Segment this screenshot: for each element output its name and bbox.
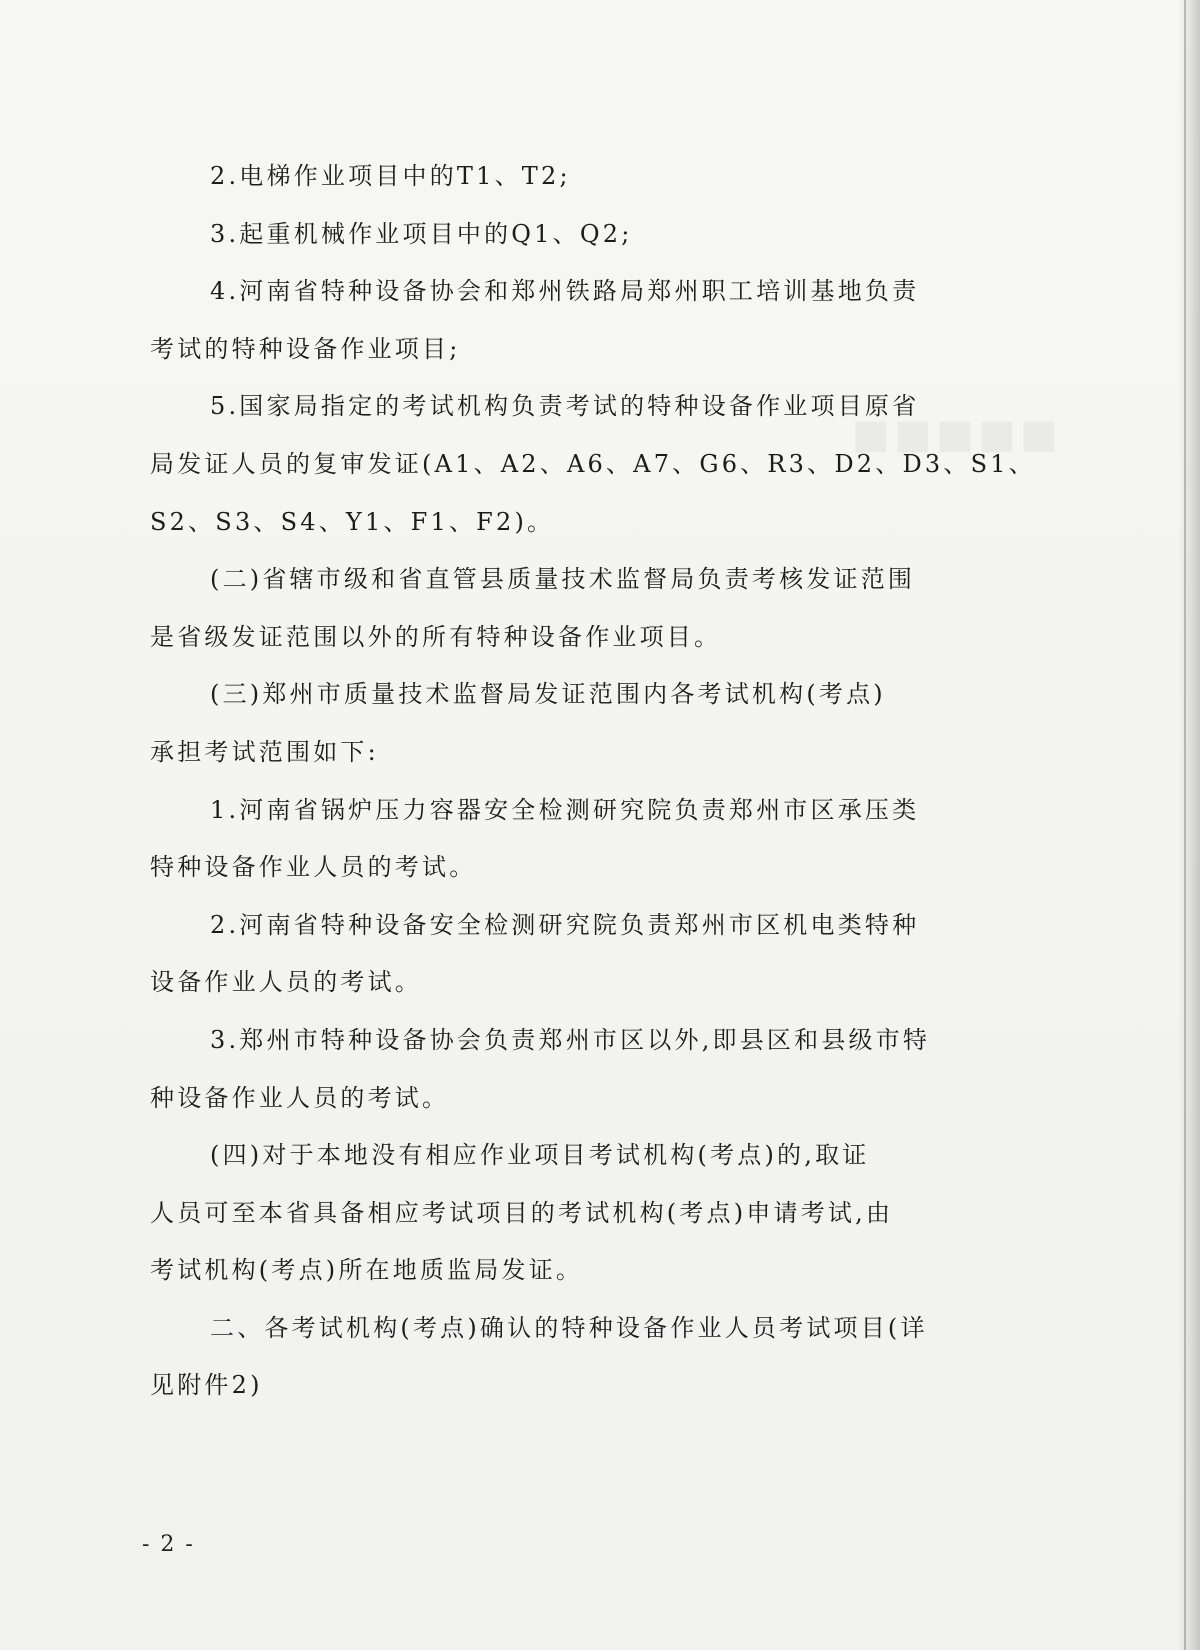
- text-line: (三)郑州市质量技术监督局发证范围内各考试机构(考点): [210, 680, 886, 709]
- page-edge-line: [1184, 0, 1186, 1650]
- text-line: 设备作业人员的考试。: [150, 968, 422, 997]
- text-line: 2.电梯作业项目中的T1、T2;: [210, 162, 571, 190]
- text-line: 种设备作业人员的考试。: [150, 1083, 450, 1112]
- text-line: 局发证人员的复审发证(A1、A2、A6、A7、G6、R3、D2、D3、S1、: [150, 449, 1036, 478]
- text-line: 特种设备作业人员的考试。: [150, 853, 477, 882]
- document-body: [150, 148, 1050, 1415]
- text-line: S2、S3、S4、Y1、F1、F2)。: [150, 507, 555, 536]
- page-edge-shadow: [1178, 0, 1200, 1650]
- text-line: 4.河南省特种设备协会和郑州铁路局郑州职工培训基地负责: [210, 277, 920, 306]
- text-line: 3.起重机械作业项目中的Q1、Q2;: [210, 219, 633, 248]
- text-line: 二、各考试机构(考点)确认的特种设备作业人员考试项目(详: [210, 1313, 928, 1342]
- text-line: 承担考试范围如下:: [150, 737, 379, 766]
- text-line: (二)省辖市级和省直管县质量技术监督局负责考核发证范围: [210, 565, 916, 594]
- text-line: 5.国家局指定的考试机构负责考试的特种设备作业项目原省: [210, 392, 920, 421]
- text-line: 考试机构(考点)所在地质监局发证。: [150, 1256, 584, 1285]
- bleed-through-shadow: ▪▪▪▪▪: [849, 395, 1060, 468]
- page-number: - 2 -: [142, 1532, 195, 1557]
- text-line: (四)对于本地没有相应作业项目考试机构(考点)的,取证: [210, 1141, 870, 1170]
- text-line: 3.郑州市特种设备协会负责郑州市区以外,即县区和县级市特: [210, 1025, 931, 1054]
- text-line: 1.河南省锅炉压力容器安全检测研究院负责郑州市区承压类: [210, 795, 920, 824]
- text-line: 是省级发证范围以外的所有特种设备作业项目。: [150, 622, 722, 651]
- text-line: 见附件2): [150, 1371, 263, 1400]
- text-line: 人员可至本省具备相应考试项目的考试机构(考点)申请考试,由: [150, 1198, 894, 1227]
- text-line: 考试的特种设备作业项目;: [150, 334, 461, 363]
- text-line: 2.河南省特种设备安全检测研究院负责郑州市区机电类特种: [210, 910, 920, 939]
